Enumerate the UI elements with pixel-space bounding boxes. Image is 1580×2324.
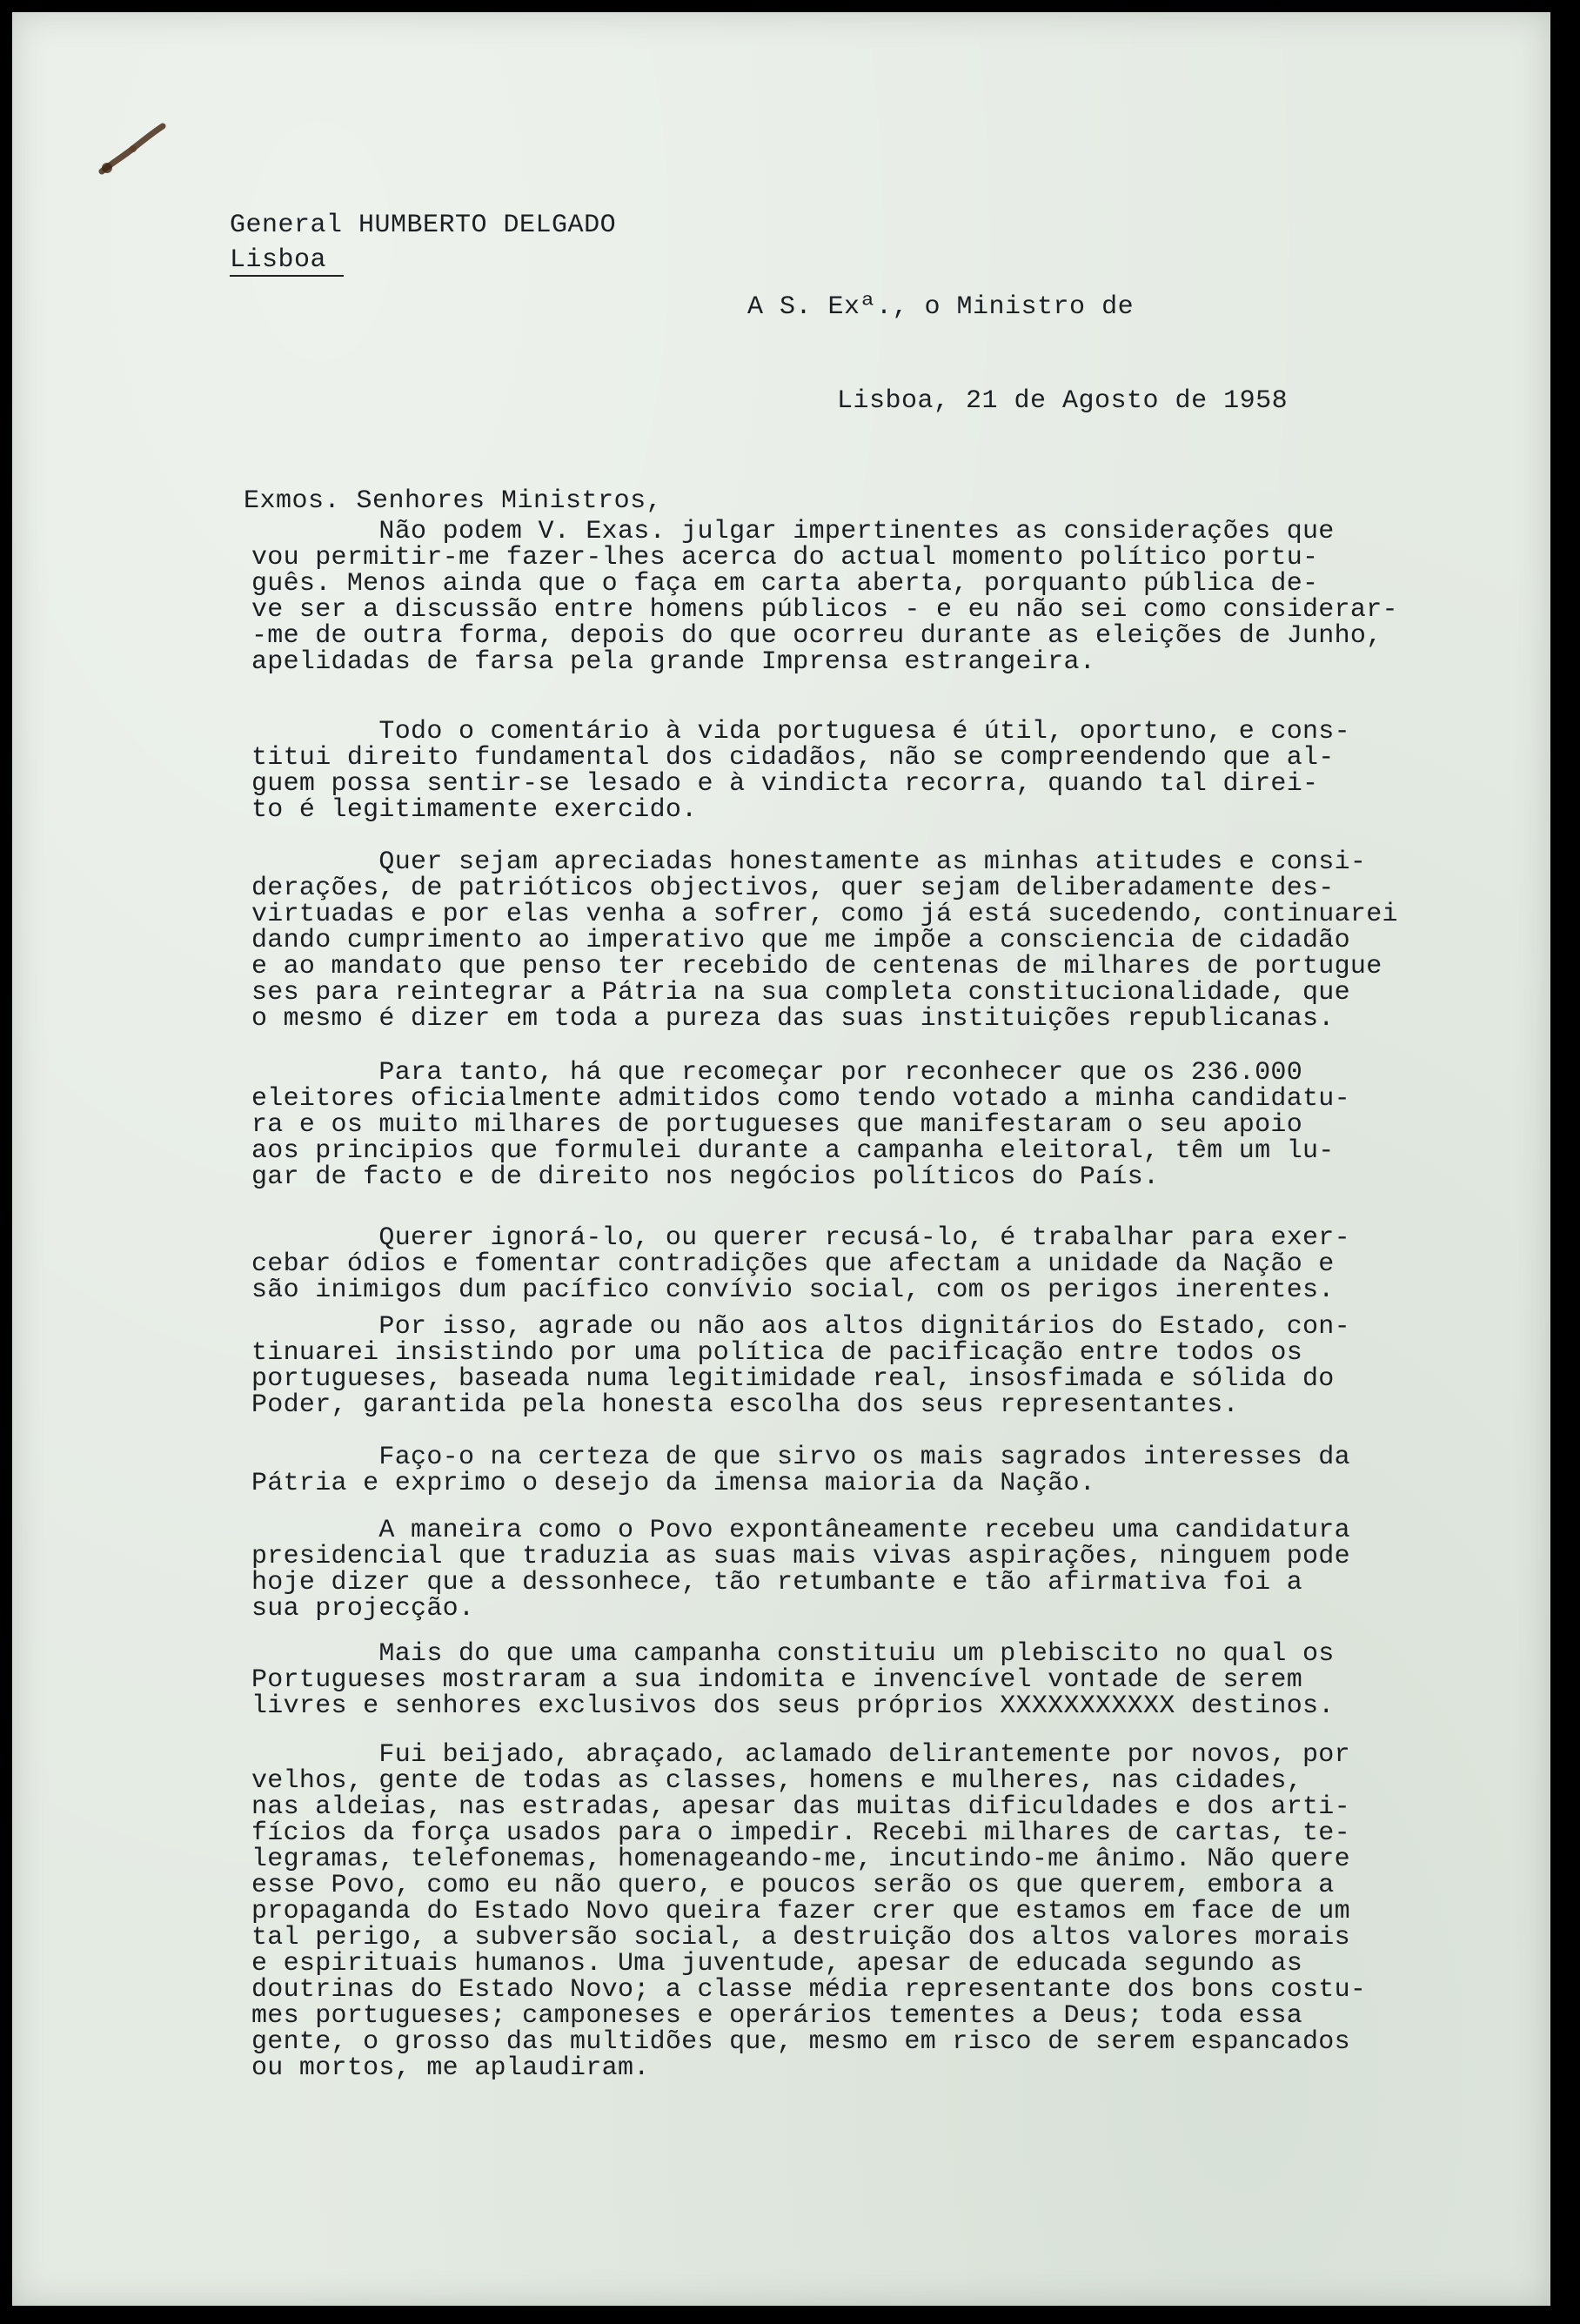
- paragraph-line: ra e os muito milhares de portugueses que manifestaram o seu apoio: [251, 1110, 1302, 1140]
- paragraph-line: ses para reintegrar a Pátria na sua completa constitucionalidade, que: [251, 978, 1350, 1008]
- paragraph-line: Querer ignorá-lo, ou querer recusá-lo, é trabalhar para exer-: [251, 1223, 1350, 1253]
- paragraph-line: tal perigo, a subversão social, a destruição dos altos valores morais: [251, 1923, 1350, 1952]
- paragraph-line: legramas, telefonemas, homenageando-me, incutindo-me ânimo. Não quere: [251, 1845, 1350, 1874]
- paragraph-line: são inimigos dum pacífico convívio social, com os perigos inerentes.: [251, 1276, 1335, 1305]
- body-paragraph-8: [251, 1517, 1487, 1622]
- paragraph-line: velhos, gente de todas as classes, homens e mulheres, nas cidades,: [251, 1766, 1302, 1796]
- paragraph-line: Para tanto, há que recomeçar por reconhecer que os 236.000: [251, 1058, 1302, 1088]
- body-paragraph-4: [251, 1060, 1487, 1190]
- body-paragraph-6: [251, 1314, 1487, 1418]
- recipient-line: A S. Exª., o Ministro de: [747, 292, 1135, 322]
- paragraph-line: Não podem V. Exas. julgar impertinentes as considerações que: [251, 517, 1335, 546]
- paragraph-line: mes portugueses; camponeses e operários tementes a Deus; toda essa: [251, 2001, 1302, 2031]
- body-paragraph-1: [251, 519, 1487, 675]
- paragraph-line: sua projecção.: [251, 1594, 475, 1624]
- paragraph-line: cebar ódios e fomentar contradições que afectam a unidade da Nação e: [251, 1249, 1335, 1279]
- paragraph-line: aos principios que formulei durante a campanha eleitoral, têm um lu-: [251, 1136, 1335, 1166]
- paragraph-line: virtuadas e por elas venha a sofrer, como já está sucedendo, continuarei: [251, 900, 1398, 929]
- paragraph-line: propaganda do Estado Novo queira fazer crer que estamos em face de um: [251, 1897, 1350, 1926]
- paragraph-line: guem possa sentir-se lesado e à vindicta recorra, quando tal direi-: [251, 769, 1319, 799]
- body-paragraph-9: [251, 1641, 1487, 1719]
- paragraph-line: dando cumprimento ao imperativo que me impõe a consciencia de cidadão: [251, 926, 1350, 955]
- letter-page: [12, 12, 1550, 2306]
- paragraph-line: guês. Menos ainda que o faça em carta aberta, porquanto pública de-: [251, 569, 1319, 599]
- paragraph-line: gar de facto e de direito nos negócios políticos do País.: [251, 1162, 1160, 1192]
- paragraph-line: livres e senhores exclusivos dos seus próprios XXXXXXXXXXX destinos.: [251, 1691, 1335, 1721]
- paragraph-line: presidencial que traduzia as suas mais vivas aspirações, ninguem pode: [251, 1542, 1350, 1571]
- paragraph-line: Portugueses mostraram a sua indomita e invencível vontade de serem: [251, 1665, 1302, 1695]
- paragraph-line: hoje dizer que a dessonhece, tão retumbante e tão afirmativa foi a: [251, 1568, 1302, 1597]
- sender-city: Lisboa: [230, 245, 344, 277]
- paragraph-line: apelidadas de farsa pela grande Imprensa estrangeira.: [251, 647, 1096, 677]
- paragraph-line: to é legitimamente exercido.: [251, 795, 698, 825]
- body-paragraph-10: [251, 1742, 1487, 2081]
- paragraph-line: Quer sejam apreciadas honestamente as minhas atitudes e consi-: [251, 847, 1367, 877]
- paragraph-line: o mesmo é dizer em toda a pureza das suas instituições republicanas.: [251, 1004, 1335, 1034]
- paragraph-line: -me de outra forma, depois do que ocorreu durante as eleições de Junho,: [251, 621, 1382, 651]
- paragraph-line: tinuarei insistindo por uma política de pacificação entre todos os: [251, 1338, 1302, 1368]
- dateline: Lisboa, 21 de Agosto de 1958: [837, 386, 1289, 416]
- body-paragraph-3: [251, 849, 1487, 1032]
- paragraph-line: portugueses, baseada numa legitimidade real, insosfimada e sólida do: [251, 1364, 1335, 1394]
- paragraph-line: Pátria e exprimo o desejo da imensa maioria da Nação.: [251, 1469, 1096, 1498]
- paragraph-line: ou mortos, me aplaudiram.: [251, 2053, 650, 2083]
- sender-name: General HUMBERTO DELGADO: [230, 211, 617, 240]
- paragraph-line: eleitores oficialmente admitidos como tendo votado a minha candidatu-: [251, 1084, 1350, 1114]
- salutation: Exmos. Senhores Ministros,: [244, 486, 663, 516]
- paragraph-line: doutrinas do Estado Novo; a classe média representante dos bons costu-: [251, 1975, 1367, 2005]
- paragraph-line: nas aldeias, nas estradas, apesar das muitas dificuldades e dos arti-: [251, 1792, 1350, 1822]
- paragraph-line: vou permitir-me fazer-lhes acerca do actual momento político portu-: [251, 543, 1319, 573]
- paragraph-line: fícios da força usados para o impedir. Recebi milhares de cartas, te-: [251, 1818, 1350, 1848]
- paragraph-line: Fui beijado, abraçado, aclamado delirantemente por novos, por: [251, 1740, 1350, 1770]
- paragraph-line: titui direito fundamental dos cidadãos, não se compreendendo que al-: [251, 743, 1335, 773]
- paragraph-line: Poder, garantida pela honesta escolha dos seus representantes.: [251, 1390, 1239, 1420]
- ink-stain-mark: [95, 121, 173, 182]
- paragraph-line: Faço-o na certeza de que sirvo os mais sagrados interesses da: [251, 1443, 1350, 1472]
- paragraph-line: esse Povo, como eu não quero, e poucos serão os que querem, embora a: [251, 1871, 1335, 1900]
- paragraph-line: e espirituais humanos. Uma juventude, apesar de educada segundo as: [251, 1949, 1302, 1979]
- paragraph-line: e ao mandato que penso ter recebido de centenas de milhares de portugue: [251, 952, 1382, 981]
- paragraph-line: A maneira como o Povo expontâneamente recebeu uma candidatura: [251, 1516, 1350, 1545]
- paragraph-line: Por isso, agrade ou não aos altos dignitários do Estado, con-: [251, 1312, 1350, 1342]
- paragraph-line: gente, o grosso das multidões que, mesmo em risco de serem espancados: [251, 2027, 1350, 2057]
- paragraph-line: Mais do que uma campanha constituiu um plebiscito no qual os: [251, 1639, 1335, 1669]
- paragraph-line: ve ser a discussão entre homens públicos - e eu não sei como considerar-: [251, 595, 1398, 625]
- paragraph-line: Todo o comentário à vida portuguesa é útil, oportuno, e cons-: [251, 717, 1350, 747]
- body-paragraph-5: [251, 1225, 1487, 1303]
- body-paragraph-2: [251, 719, 1487, 823]
- body-paragraph-7: [251, 1444, 1487, 1497]
- paragraph-line: derações, de patrióticos objectivos, quer sejam deliberadamente des-: [251, 874, 1335, 903]
